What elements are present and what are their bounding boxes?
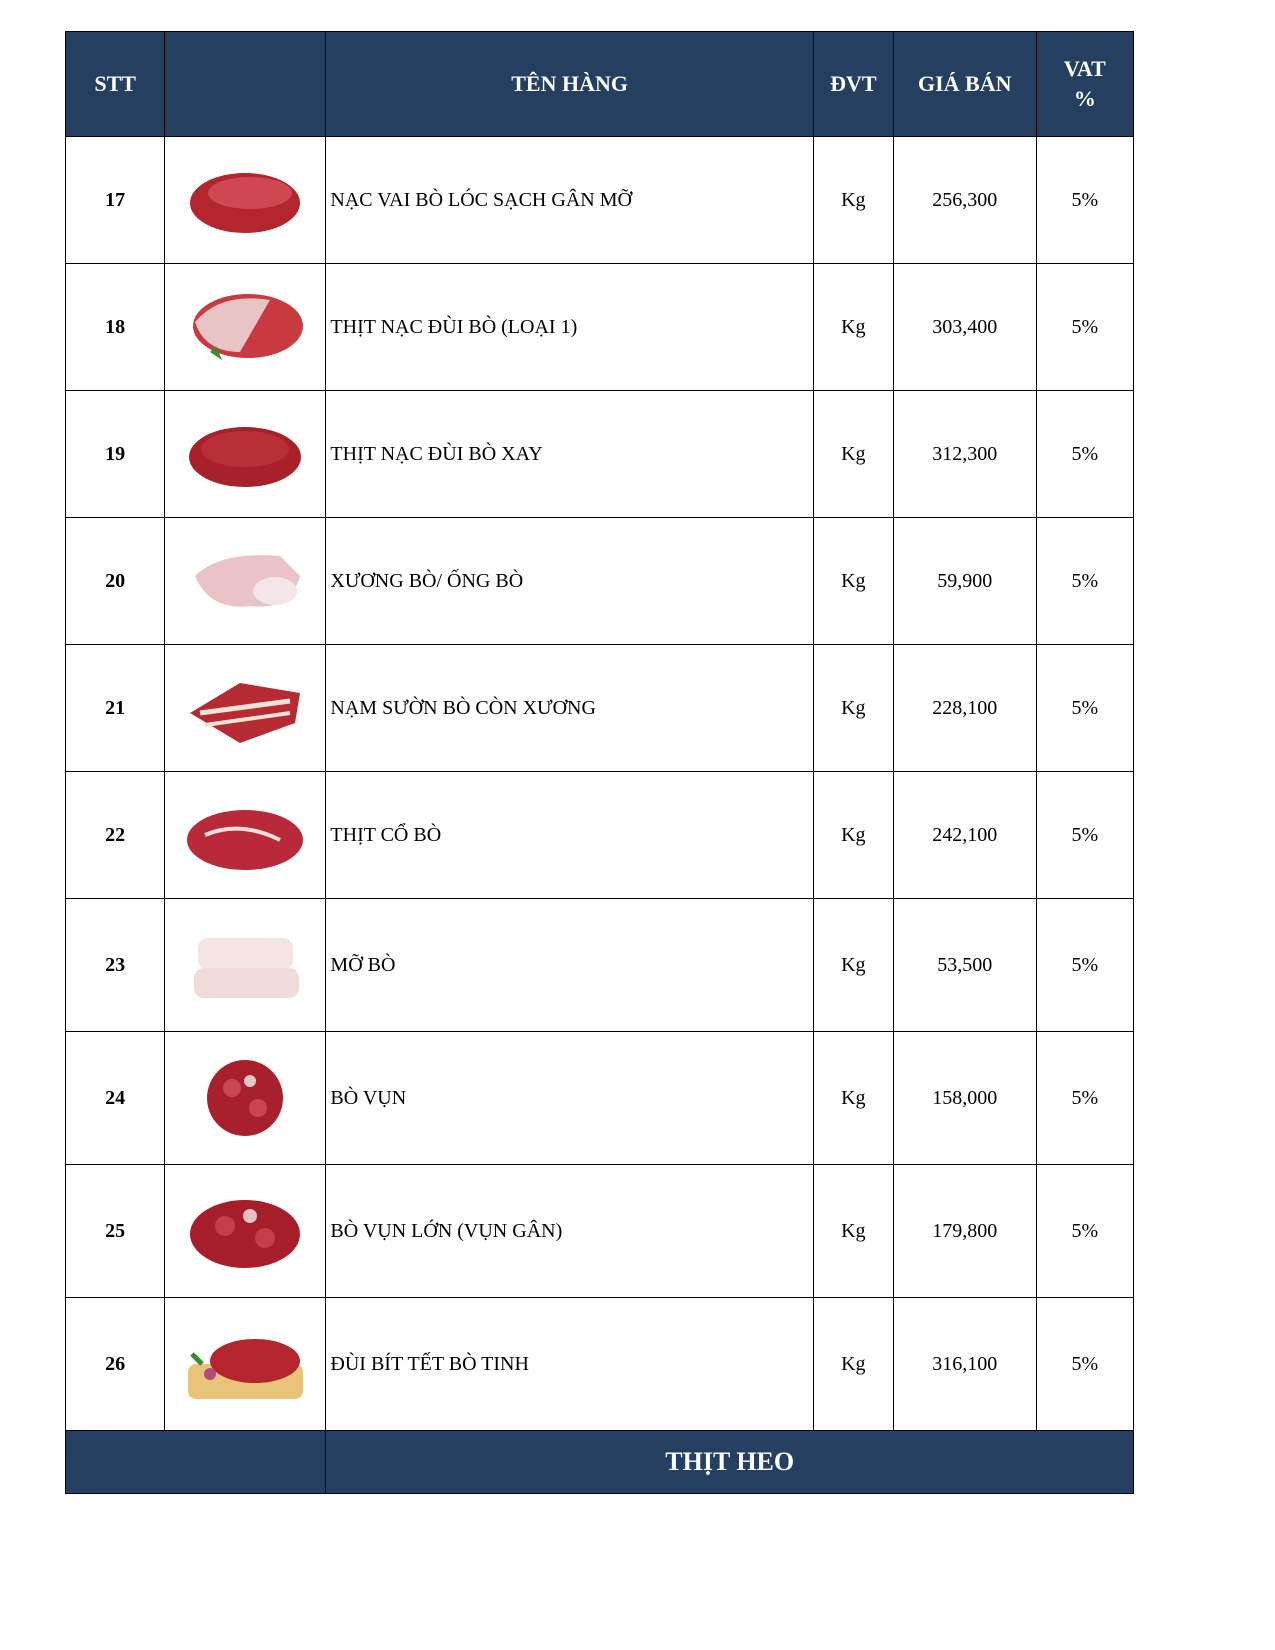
product-vat: 5% [1036, 1032, 1133, 1165]
product-image [165, 1032, 326, 1165]
table-row [66, 264, 1134, 391]
product-unit: Kg [813, 518, 893, 645]
beef-round-icon [180, 282, 310, 372]
product-name: MỠ BÒ [326, 899, 813, 1032]
price-table [65, 31, 1134, 1494]
product-image [165, 1298, 326, 1431]
product-image [165, 1165, 326, 1298]
product-name: NẠC VAI BÒ LÓC SẠCH GÂN MỠ [326, 137, 813, 264]
product-name: THỊT CỔ BÒ [326, 772, 813, 899]
beef-steak-icon [180, 1319, 310, 1409]
product-price: 53,500 [893, 899, 1036, 1032]
header-stt: STT [66, 32, 165, 137]
product-name: NẠM SƯỜN BÒ CÒN XƯƠNG [326, 645, 813, 772]
row-stt: 21 [66, 645, 165, 772]
product-price: 228,100 [893, 645, 1036, 772]
row-stt: 20 [66, 518, 165, 645]
product-image [165, 391, 326, 518]
header-image [165, 32, 326, 137]
product-vat: 5% [1036, 899, 1133, 1032]
table-header-row [66, 32, 1134, 137]
product-price: 158,000 [893, 1032, 1036, 1165]
row-stt: 22 [66, 772, 165, 899]
product-image [165, 645, 326, 772]
product-name: THỊT NẠC ĐÙI BÒ XAY [326, 391, 813, 518]
product-vat: 5% [1036, 391, 1133, 518]
product-price: 312,300 [893, 391, 1036, 518]
beef-fat-icon [180, 920, 310, 1010]
product-vat: 5% [1036, 645, 1133, 772]
row-stt: 19 [66, 391, 165, 518]
header-vat-label: VAT % [1063, 56, 1106, 111]
header-name: TÊN HÀNG [326, 32, 813, 137]
table-row [66, 391, 1134, 518]
product-vat: 5% [1036, 264, 1133, 391]
product-unit: Kg [813, 391, 893, 518]
product-name: BÒ VỤN LỚN (VỤN GÂN) [326, 1165, 813, 1298]
product-image [165, 772, 326, 899]
product-vat: 5% [1036, 1165, 1133, 1298]
product-unit: Kg [813, 1165, 893, 1298]
product-unit: Kg [813, 645, 893, 772]
table-row [66, 645, 1134, 772]
beef-rib-icon [180, 663, 310, 753]
table-row [66, 899, 1134, 1032]
beef-scraps-icon [180, 1053, 310, 1143]
product-price: 242,100 [893, 772, 1036, 899]
row-stt: 26 [66, 1298, 165, 1431]
row-stt: 24 [66, 1032, 165, 1165]
table-row [66, 137, 1134, 264]
product-name: XƯƠNG BÒ/ ỐNG BÒ [326, 518, 813, 645]
product-price: 316,100 [893, 1298, 1036, 1431]
product-image [165, 899, 326, 1032]
table-row [66, 1165, 1134, 1298]
product-image [165, 518, 326, 645]
beef-bone-icon [180, 536, 310, 626]
product-unit: Kg [813, 1032, 893, 1165]
beef-tendon-scraps-icon [180, 1186, 310, 1276]
product-image [165, 137, 326, 264]
ground-beef-icon [180, 409, 310, 499]
footer-blank [66, 1431, 326, 1494]
section-footer-row [66, 1431, 1134, 1494]
beef-shoulder-icon [180, 155, 310, 245]
product-name: ĐÙI BÍT TẾT BÒ TINH [326, 1298, 813, 1431]
table-row [66, 518, 1134, 645]
product-name: THỊT NẠC ĐÙI BÒ (LOẠI 1) [326, 264, 813, 391]
section-title: THỊT HEO [326, 1431, 1134, 1494]
row-stt: 25 [66, 1165, 165, 1298]
product-price: 256,300 [893, 137, 1036, 264]
product-price: 303,400 [893, 264, 1036, 391]
product-price: 179,800 [893, 1165, 1036, 1298]
product-image [165, 264, 326, 391]
product-vat: 5% [1036, 518, 1133, 645]
product-unit: Kg [813, 264, 893, 391]
beef-neck-icon [180, 790, 310, 880]
header-vat [1036, 32, 1133, 137]
row-stt: 17 [66, 137, 165, 264]
product-unit: Kg [813, 899, 893, 1032]
header-unit: ĐVT [813, 32, 893, 137]
product-vat: 5% [1036, 137, 1133, 264]
table-row [66, 1298, 1134, 1431]
product-vat: 5% [1036, 1298, 1133, 1431]
row-stt: 18 [66, 264, 165, 391]
table-row [66, 772, 1134, 899]
product-unit: Kg [813, 772, 893, 899]
product-price: 59,900 [893, 518, 1036, 645]
product-unit: Kg [813, 137, 893, 264]
header-price: GIÁ BÁN [893, 32, 1036, 137]
row-stt: 23 [66, 899, 165, 1032]
product-unit: Kg [813, 1298, 893, 1431]
product-name: BÒ VỤN [326, 1032, 813, 1165]
product-vat: 5% [1036, 772, 1133, 899]
table-row [66, 1032, 1134, 1165]
